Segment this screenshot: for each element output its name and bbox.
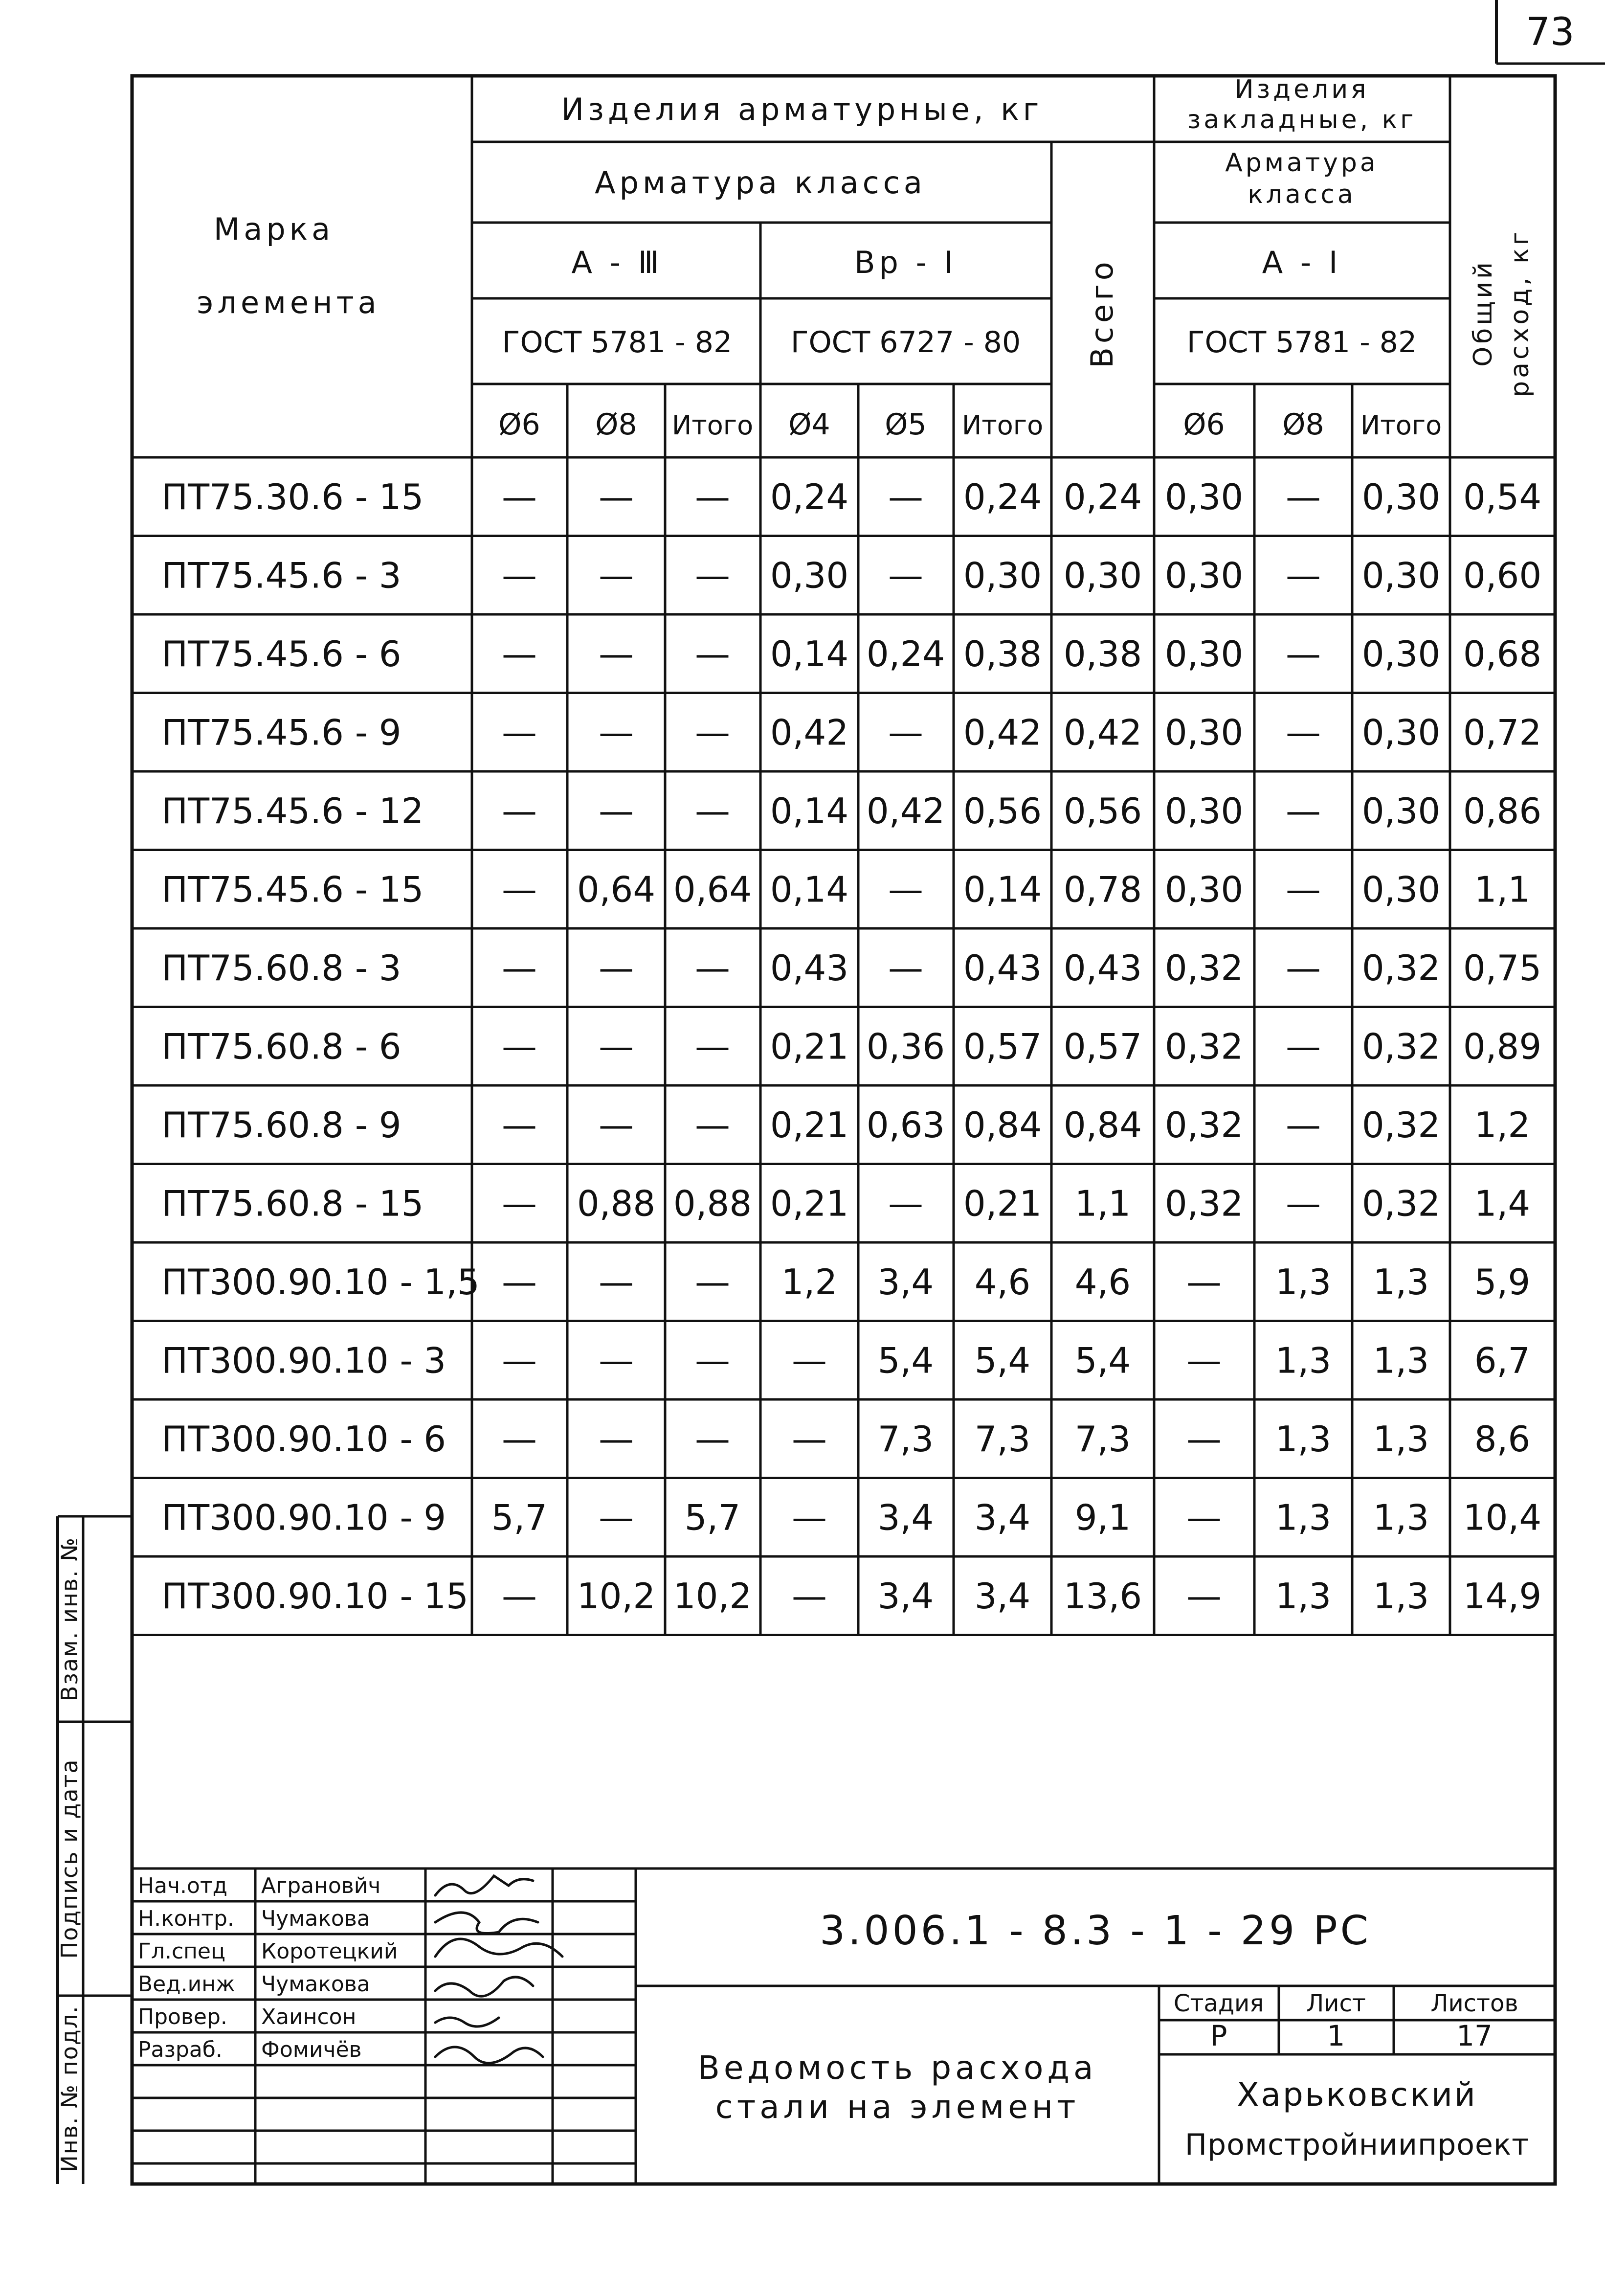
cell-a3-6: 5,7: [491, 1497, 548, 1538]
cell-bp-5: 0,42: [866, 790, 945, 832]
cell-a1-8: —: [1286, 1183, 1321, 1224]
cell-bp-4: 0,14: [770, 869, 849, 910]
cell-a3-sum: —: [695, 1261, 730, 1303]
cell-bp-4: 0,14: [770, 790, 849, 832]
header-col-sum3: Итого: [1360, 410, 1442, 441]
cell-bp-sum: 3,4: [974, 1497, 1031, 1538]
cell-total: 7,3: [1074, 1418, 1131, 1460]
cell-a1-sum: 0,30: [1361, 555, 1441, 596]
cell-overall: 6,7: [1474, 1340, 1531, 1381]
cell-bp-5: 0,36: [866, 1026, 945, 1067]
cell-a1-8: —: [1286, 633, 1321, 675]
cell-a1-sum: 0,30: [1361, 712, 1441, 753]
side-strip: [56, 1516, 132, 2184]
cell-a1-sum: 1,3: [1373, 1340, 1429, 1381]
cell-bp-5: 7,3: [877, 1418, 934, 1460]
header-embedded-class-line2: класса: [1248, 180, 1356, 209]
cell-a1-6: 0,30: [1164, 712, 1244, 753]
header-col-d5: Ø5: [885, 407, 927, 442]
header-gost-bp1: ГОСТ 6727 - 80: [790, 325, 1021, 360]
cell-bp-5: —: [888, 476, 923, 518]
signature-role: Гл.спец: [138, 1939, 225, 1964]
cell-a1-6: —: [1186, 1497, 1222, 1538]
cell-a3-8: —: [599, 555, 634, 596]
cell-a3-sum: 10,2: [673, 1575, 752, 1617]
cell-a1-6: —: [1186, 1340, 1222, 1381]
cell-bp-sum: 5,4: [974, 1340, 1031, 1381]
table-row: [161, 476, 1541, 518]
cell-a3-8: 0,88: [577, 1183, 656, 1224]
cell-overall: 1,2: [1474, 1104, 1531, 1146]
cell-a1-sum: 1,3: [1373, 1418, 1429, 1460]
signature-name: Чумакова: [261, 1972, 370, 1997]
document-title-line2: стали на элемент: [715, 2088, 1080, 2126]
cell-overall: 8,6: [1474, 1418, 1531, 1460]
stage-label: Стадия: [1173, 1990, 1264, 2017]
header-embedded-line2: закладные, кг: [1187, 105, 1417, 135]
cell-a3-8: —: [599, 1104, 634, 1146]
table-row: [161, 1104, 1530, 1146]
cell-a1-8: —: [1286, 790, 1321, 832]
cell-bp-4: —: [792, 1340, 827, 1381]
cell-a3-6: —: [502, 1261, 537, 1303]
row-mark: ПТ75.45.6 - 12: [161, 790, 424, 832]
cell-a3-sum: 0,64: [673, 869, 752, 910]
cell-overall: 0,86: [1463, 790, 1542, 832]
cell-a1-8: —: [1286, 476, 1321, 518]
cell-bp-5: —: [888, 555, 923, 596]
row-mark: ПТ75.45.6 - 6: [161, 633, 401, 675]
table-header-text: [197, 75, 1535, 442]
row-mark: ПТ300.90.10 - 1,5: [161, 1261, 480, 1303]
cell-a3-sum: —: [695, 555, 730, 596]
cell-a1-6: —: [1186, 1418, 1222, 1460]
cell-bp-4: 1,2: [781, 1261, 838, 1303]
cell-bp-4: 0,43: [770, 947, 849, 989]
cell-bp-sum: 0,56: [963, 790, 1042, 832]
header-col-e8: Ø8: [1282, 407, 1324, 442]
cell-a1-sum: 0,30: [1361, 869, 1441, 910]
cell-a1-sum: 0,32: [1361, 947, 1441, 989]
cell-a3-sum: —: [695, 1104, 730, 1146]
cell-a3-8: 0,64: [577, 869, 656, 910]
cell-a3-sum: —: [695, 1026, 730, 1067]
org-line1: Харьковский: [1237, 2076, 1477, 2114]
cell-overall: 14,9: [1463, 1575, 1542, 1617]
cell-total: 5,4: [1074, 1340, 1131, 1381]
cell-bp-5: 5,4: [877, 1340, 934, 1381]
cell-bp-sum: 0,42: [963, 712, 1042, 753]
cell-a3-6: —: [502, 947, 537, 989]
cell-a1-sum: 0,30: [1361, 790, 1441, 832]
header-class-a3: А - Ⅲ: [571, 245, 663, 280]
cell-overall: 0,60: [1463, 555, 1542, 596]
cell-total: 9,1: [1074, 1497, 1131, 1538]
signature-role: Вед.инж: [138, 1972, 235, 1997]
cell-a3-8: —: [599, 1261, 634, 1303]
cell-a1-8: —: [1286, 869, 1321, 910]
cell-bp-sum: 0,84: [963, 1104, 1042, 1146]
cell-overall: 0,72: [1463, 712, 1542, 753]
cell-bp-4: 0,21: [770, 1104, 849, 1146]
cell-bp-sum: 7,3: [974, 1418, 1031, 1460]
table-row: [161, 1418, 1530, 1460]
header-total: Всего: [1084, 258, 1120, 368]
table-row: [161, 1497, 1541, 1538]
cell-bp-4: 0,21: [770, 1026, 849, 1067]
cell-a3-6: —: [502, 712, 537, 753]
cell-a1-sum: 0,32: [1361, 1026, 1441, 1067]
cell-bp-sum: 0,43: [963, 947, 1042, 989]
signature-name: Чумакова: [261, 1906, 370, 1931]
cell-a1-6: 0,32: [1164, 1104, 1244, 1146]
cell-bp-sum: 4,6: [974, 1261, 1031, 1303]
header-overall-line1: Общий: [1469, 259, 1498, 367]
cell-a3-sum: —: [695, 476, 730, 518]
cell-bp-4: 0,42: [770, 712, 849, 753]
table-row: [161, 633, 1541, 675]
page-number: 73: [1526, 10, 1575, 54]
cell-a1-6: 0,32: [1164, 1183, 1244, 1224]
row-mark: ПТ75.60.8 - 3: [161, 947, 401, 989]
cell-total: 0,30: [1063, 555, 1142, 596]
cell-a3-8: —: [599, 1497, 634, 1538]
row-mark: ПТ75.60.8 - 6: [161, 1026, 401, 1067]
cell-a3-sum: —: [695, 790, 730, 832]
cell-a1-sum: 1,3: [1373, 1261, 1429, 1303]
cell-bp-sum: 0,14: [963, 869, 1042, 910]
table-row: [161, 947, 1541, 989]
side-label-orig-inv: Инв. № подл.: [56, 2005, 83, 2172]
cell-a1-8: 1,3: [1275, 1497, 1332, 1538]
row-mark: ПТ75.60.8 - 15: [161, 1183, 424, 1224]
cell-a1-6: 0,30: [1164, 869, 1244, 910]
cell-a1-6: 0,30: [1164, 633, 1244, 675]
cell-a1-8: 1,3: [1275, 1340, 1332, 1381]
cell-total: 1,1: [1074, 1183, 1131, 1224]
cell-a3-8: —: [599, 476, 634, 518]
cell-total: 13,6: [1063, 1575, 1142, 1617]
header-mark-line2: элемента: [197, 285, 380, 320]
cell-bp-sum: 0,21: [963, 1183, 1042, 1224]
cell-a3-8: —: [599, 1418, 634, 1460]
cell-total: 0,43: [1063, 947, 1142, 989]
stage-value: Р: [1210, 2019, 1227, 2052]
cell-bp-5: 0,24: [866, 633, 945, 675]
table-row: [161, 1183, 1530, 1224]
cell-a3-sum: 5,7: [684, 1497, 741, 1538]
cell-total: 4,6: [1074, 1261, 1131, 1303]
cell-a1-sum: 0,32: [1361, 1104, 1441, 1146]
cell-bp-5: 3,4: [877, 1261, 934, 1303]
cell-bp-4: 0,30: [770, 555, 849, 596]
cell-a3-8: —: [599, 790, 634, 832]
cell-bp-4: —: [792, 1575, 827, 1617]
cell-a3-8: 10,2: [577, 1575, 656, 1617]
cell-bp-4: —: [792, 1418, 827, 1460]
signature-role: Н.контр.: [138, 1906, 234, 1931]
header-mark-line1: Марка: [213, 211, 334, 247]
cell-overall: 0,54: [1463, 476, 1542, 518]
row-mark: ПТ300.90.10 - 15: [161, 1575, 468, 1617]
cell-bp-5: —: [888, 1183, 923, 1224]
cell-bp-5: —: [888, 869, 923, 910]
cell-overall: 1,4: [1474, 1183, 1531, 1224]
header-gost-a1: ГОСТ 5781 - 82: [1186, 325, 1417, 360]
page-number-box: [1496, 0, 1605, 64]
row-mark: ПТ75.45.6 - 3: [161, 555, 401, 596]
header-col-sum2: Итого: [961, 410, 1044, 441]
signature-name: Фомичёв: [261, 2037, 362, 2062]
cell-a1-8: —: [1286, 1026, 1321, 1067]
cell-total: 0,57: [1063, 1026, 1142, 1067]
sheet-label: Лист: [1306, 1990, 1366, 2017]
cell-a1-sum: 1,3: [1373, 1575, 1429, 1617]
cell-total: 0,78: [1063, 869, 1142, 910]
cell-bp-5: 3,4: [877, 1575, 934, 1617]
cell-a3-8: —: [599, 947, 634, 989]
cell-a1-6: 0,30: [1164, 555, 1244, 596]
signature-role: Нач.отд: [138, 1873, 228, 1898]
table-row: [161, 712, 1541, 753]
table-body: [132, 457, 1555, 1635]
sheet-value: 1: [1327, 2019, 1345, 2052]
sheets-label: Листов: [1430, 1990, 1518, 2017]
row-mark: ПТ300.90.10 - 3: [161, 1340, 446, 1381]
cell-a1-sum: 0,30: [1361, 476, 1441, 518]
cell-total: 0,84: [1063, 1104, 1142, 1146]
cell-a3-8: —: [599, 1340, 634, 1381]
cell-bp-4: 0,24: [770, 476, 849, 518]
cell-a3-6: —: [502, 633, 537, 675]
cell-bp-sum: 0,38: [963, 633, 1042, 675]
header-gost-a3: ГОСТ 5781 - 82: [502, 325, 733, 360]
cell-bp-4: 0,21: [770, 1183, 849, 1224]
signature-name: Хаинсон: [261, 2004, 357, 2029]
cell-a3-6: —: [502, 869, 537, 910]
side-label-sign-date: Подпись и дата: [56, 1758, 83, 1959]
cell-a3-sum: —: [695, 1340, 730, 1381]
row-mark: ПТ75.30.6 - 15: [161, 476, 424, 518]
cell-bp-sum: 0,24: [963, 476, 1042, 518]
cell-overall: 0,68: [1463, 633, 1542, 675]
cell-total: 0,56: [1063, 790, 1142, 832]
cell-a1-sum: 0,32: [1361, 1183, 1441, 1224]
table-row: [161, 869, 1530, 910]
cell-bp-5: 3,4: [877, 1497, 934, 1538]
cell-bp-4: —: [792, 1497, 827, 1538]
signature-role: Разраб.: [138, 2037, 223, 2062]
cell-a1-6: 0,32: [1164, 947, 1244, 989]
cell-bp-sum: 0,57: [963, 1026, 1042, 1067]
row-mark: ПТ75.60.8 - 9: [161, 1104, 401, 1146]
cell-bp-5: —: [888, 712, 923, 753]
cell-a1-6: —: [1186, 1261, 1222, 1303]
signature-role: Провер.: [138, 2004, 227, 2029]
cell-a1-8: 1,3: [1275, 1261, 1332, 1303]
cell-a1-8: —: [1286, 947, 1321, 989]
cell-a3-8: —: [599, 712, 634, 753]
cell-total: 0,38: [1063, 633, 1142, 675]
cell-a3-6: —: [502, 1340, 537, 1381]
cell-a1-sum: 1,3: [1373, 1497, 1429, 1538]
table-row: [161, 1576, 1541, 1617]
row-mark: ПТ75.45.6 - 9: [161, 712, 401, 753]
cell-a1-8: —: [1286, 555, 1321, 596]
header-col-e6: Ø6: [1183, 407, 1225, 442]
row-mark: ПТ75.45.6 - 15: [161, 869, 424, 910]
row-mark: ПТ300.90.10 - 9: [161, 1497, 446, 1538]
header-class-a1: А - Ⅰ: [1262, 245, 1342, 280]
cell-a1-8: 1,3: [1275, 1575, 1332, 1617]
cell-total: 0,24: [1063, 476, 1142, 518]
header-col-d4: Ø4: [788, 407, 830, 442]
cell-a1-6: 0,30: [1164, 790, 1244, 832]
cell-a3-8: —: [599, 1026, 634, 1067]
table-row: [161, 1340, 1530, 1381]
cell-a3-6: —: [502, 1183, 537, 1224]
cell-a3-sum: —: [695, 712, 730, 753]
cell-a3-6: —: [502, 1104, 537, 1146]
cell-bp-5: 0,63: [866, 1104, 945, 1146]
row-mark: ПТ300.90.10 - 6: [161, 1418, 446, 1460]
header-col-d8: Ø8: [595, 407, 637, 442]
header-col-d6: Ø6: [498, 407, 540, 442]
cell-a3-6: —: [502, 1418, 537, 1460]
cell-a3-6: —: [502, 476, 537, 518]
cell-total: 0,42: [1063, 712, 1142, 753]
header-embedded-line1: Изделия: [1234, 75, 1369, 104]
signature-name: Аграновйч: [261, 1873, 381, 1898]
signature-name: Коротецкий: [261, 1939, 398, 1964]
cell-a3-sum: —: [695, 633, 730, 675]
cell-bp-4: 0,14: [770, 633, 849, 675]
cell-a1-sum: 0,30: [1361, 633, 1441, 675]
cell-overall: 5,9: [1474, 1261, 1531, 1303]
cell-a3-sum: —: [695, 947, 730, 989]
cell-overall: 10,4: [1463, 1497, 1542, 1538]
table-row: [161, 1026, 1541, 1067]
title-block-text: [698, 1908, 1530, 2162]
cell-a1-6: 0,30: [1164, 476, 1244, 518]
cell-overall: 1,1: [1474, 869, 1531, 910]
cell-a3-6: —: [502, 1575, 537, 1617]
cell-overall: 0,75: [1463, 947, 1542, 989]
cell-bp-5: —: [888, 947, 923, 989]
signature-marks: [435, 1876, 562, 2063]
cell-bp-sum: 0,30: [963, 555, 1042, 596]
cell-a1-8: 1,3: [1275, 1418, 1332, 1460]
table-row: [161, 790, 1541, 832]
cell-a3-8: —: [599, 633, 634, 675]
table-row: [161, 1261, 1530, 1303]
header-embedded-class-line1: Арматура: [1225, 148, 1379, 178]
cell-bp-sum: 3,4: [974, 1575, 1031, 1617]
document-title-line1: Ведомость расхода: [697, 2049, 1097, 2087]
table-row: [161, 555, 1541, 596]
cell-a3-sum: 0,88: [673, 1183, 752, 1224]
cell-a1-8: —: [1286, 1104, 1321, 1146]
cell-a3-6: —: [502, 1026, 537, 1067]
cell-a1-8: —: [1286, 712, 1321, 753]
cell-a1-6: 0,32: [1164, 1026, 1244, 1067]
header-rebar-class: Арматура класса: [595, 165, 926, 201]
header-class-bp1: Вр - Ⅰ: [854, 245, 957, 280]
cell-a1-6: —: [1186, 1575, 1222, 1617]
cell-overall: 0,89: [1463, 1026, 1542, 1067]
cell-a3-6: —: [502, 555, 537, 596]
header-overall-line2: расход, кг: [1505, 229, 1535, 397]
header-col-sum: Итого: [671, 410, 754, 441]
document-code: 3.006.1 - 8.3 - 1 - 29 РС: [820, 1908, 1371, 1954]
header-reinforcement-products: Изделия арматурные, кг: [561, 91, 1043, 127]
side-label-replace-inv: Взам. инв. №: [56, 1536, 83, 1702]
cell-a3-6: —: [502, 790, 537, 832]
sheets-value: 17: [1456, 2019, 1493, 2052]
cell-a3-sum: —: [695, 1418, 730, 1460]
org-line2: Промстройниипроект: [1184, 2128, 1530, 2162]
